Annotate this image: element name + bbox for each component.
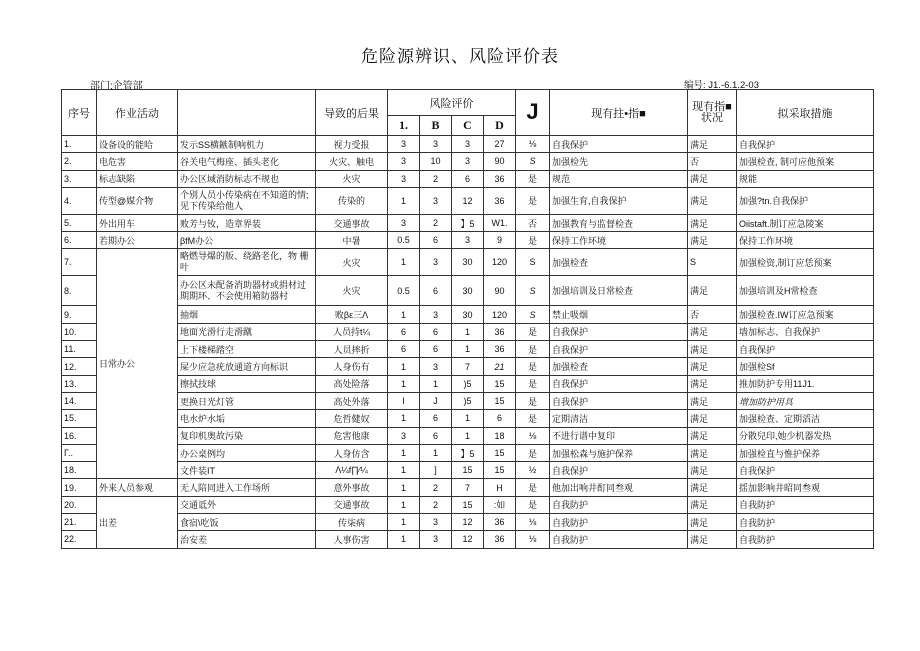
cell-measures: Oiistaft.制订应急陵案 xyxy=(737,214,874,231)
cell-activity: 外来人员参观 xyxy=(97,479,178,496)
cell-controls: 自我保护 xyxy=(550,375,688,392)
cell-measures: 推加防护专用11J1. xyxy=(737,375,874,392)
cell-controls: 加强培训及日常检查 xyxy=(550,276,688,306)
header-seq: 序号 xyxy=(62,90,97,136)
cell-measures: 加强检查.IW订应急预案 xyxy=(737,306,874,323)
table-row xyxy=(62,306,874,323)
header-C: C xyxy=(452,116,484,136)
cell-seq: 11. xyxy=(62,341,97,358)
cell-L: 3 xyxy=(388,214,420,231)
cell-hazard: 谷关电气梅座、插头老化 xyxy=(178,153,316,170)
cell-measures: 规能 xyxy=(737,170,874,187)
cell-measures: 加强培训及H常检查 xyxy=(737,276,874,306)
cell-consequence: 危哲健奴 xyxy=(316,410,388,427)
table-row xyxy=(62,214,874,231)
cell-status: 否 xyxy=(688,153,737,170)
cell-E: 3 xyxy=(420,514,452,531)
cell-D: 15 xyxy=(484,444,516,461)
cell-hazard: 屎少应急疣放通道方向标识 xyxy=(178,358,316,375)
cell-level: S xyxy=(516,249,550,276)
cell-D: 120 xyxy=(484,249,516,276)
cell-status: S xyxy=(688,249,737,276)
cell-seq: 3. xyxy=(62,170,97,187)
cell-controls: 自我保护 xyxy=(550,323,688,340)
cell-status: 否 xyxy=(688,306,737,323)
cell-level: 是 xyxy=(516,341,550,358)
cell-E: 6 xyxy=(420,276,452,306)
cell-controls: 保持工作环境 xyxy=(550,232,688,249)
cell-status: 满足 xyxy=(688,410,737,427)
cell-L: 1 xyxy=(388,306,420,323)
cell-E: ] xyxy=(420,462,452,479)
cell-C: 12 xyxy=(452,187,484,214)
cell-status: 满足 xyxy=(688,496,737,513)
cell-consequence: 交通事故 xyxy=(316,214,388,231)
header-L: 1. xyxy=(388,116,420,136)
table-row xyxy=(62,341,874,358)
table-row xyxy=(62,232,874,249)
cell-D: 120 xyxy=(484,306,516,323)
cell-seq: 16. xyxy=(62,427,97,444)
cell-L: 1 xyxy=(388,462,420,479)
cell-L: 6 xyxy=(388,341,420,358)
table-row xyxy=(62,276,874,306)
cell-seq: 22. xyxy=(62,531,97,548)
table-row xyxy=(62,358,874,375)
cell-level: S xyxy=(516,276,550,306)
table-row xyxy=(62,136,874,153)
cell-C: 1 xyxy=(452,341,484,358)
cell-controls: 加强检先 xyxy=(550,153,688,170)
cell-E: 1 xyxy=(420,444,452,461)
cell-level: 是 xyxy=(516,375,550,392)
cell-seq: 20. xyxy=(62,496,97,513)
cell-D: 90 xyxy=(484,276,516,306)
header-control-status: 现有指■状况 xyxy=(688,90,737,136)
cell-L: 1 xyxy=(388,514,420,531)
cell-level: S xyxy=(516,306,550,323)
cell-hazard: 抽烟 xyxy=(178,306,316,323)
cell-measures: 加强检查、定期滔洁 xyxy=(737,410,874,427)
cell-level: 是 xyxy=(516,410,550,427)
header-consequence: 导致的后果 xyxy=(316,90,388,136)
cell-controls: 自我保护 xyxy=(550,392,688,409)
cell-hazard: 交通诋外 xyxy=(178,496,316,513)
cell-hazard: 擦拭技球 xyxy=(178,375,316,392)
cell-C: 12 xyxy=(452,514,484,531)
cell-D: H xyxy=(484,479,516,496)
table-row xyxy=(62,249,874,276)
cell-seq: 5. xyxy=(62,214,97,231)
cell-activity: 传型@媒介物 xyxy=(97,187,178,214)
cell-consequence: 人事伤害 xyxy=(316,531,388,548)
cell-status: 满足 xyxy=(688,232,737,249)
cell-consequence: 人员摔折 xyxy=(316,341,388,358)
cell-hazard: 地面光滑行走滑蹴 xyxy=(178,323,316,340)
cell-level: S xyxy=(516,153,550,170)
table-row xyxy=(62,392,874,409)
cell-level: 是 xyxy=(516,479,550,496)
cell-C: 3 xyxy=(452,232,484,249)
cell-level: 否 xyxy=(516,214,550,231)
cell-measures: 增加防护用具 xyxy=(737,392,874,409)
cell-hazard: 败芳与钕，造章界装 xyxy=(178,214,316,231)
table-row xyxy=(62,323,874,340)
header-activity: 作业活动 xyxy=(97,90,178,136)
cell-hazard: βfM办公 xyxy=(178,232,316,249)
cell-level: ⅛ xyxy=(516,136,550,153)
cell-seq: 6. xyxy=(62,232,97,249)
cell-C: 30 xyxy=(452,276,484,306)
cell-activity-business-trip: 出差 xyxy=(97,496,178,548)
cell-seq: 19. xyxy=(62,479,97,496)
cell-L: 0.5 xyxy=(388,232,420,249)
cell-hazard: 办公桌例均 xyxy=(178,444,316,461)
cell-consequence: 意外事故 xyxy=(316,479,388,496)
table-row xyxy=(62,153,874,170)
cell-consequence: 火灾 xyxy=(316,170,388,187)
table-row xyxy=(62,427,874,444)
cell-controls: 规范 xyxy=(550,170,688,187)
cell-L: 1 xyxy=(388,358,420,375)
cell-level: 是 xyxy=(516,187,550,214)
cell-consequence: 火灾、触电 xyxy=(316,153,388,170)
cell-status: 满足 xyxy=(688,136,737,153)
cell-E: 3 xyxy=(420,187,452,214)
header-risk-mark: J xyxy=(516,90,550,136)
cell-measures: 分散兒印,她少机器发热 xyxy=(737,427,874,444)
cell-D: :如 xyxy=(484,496,516,513)
cell-D: 9 xyxy=(484,232,516,249)
cell-seq: Γ.. xyxy=(62,444,97,461)
cell-C: 3 xyxy=(452,136,484,153)
cell-status: 满足 xyxy=(688,479,737,496)
cell-activity: 设备设的能哈 xyxy=(97,136,178,153)
cell-controls: 自我保护 xyxy=(550,462,688,479)
cell-controls: 禁止吸烟 xyxy=(550,306,688,323)
cell-seq: 18. xyxy=(62,462,97,479)
cell-consequence: 人身伤有 xyxy=(316,358,388,375)
cell-C: )5 xyxy=(452,392,484,409)
cell-measures: 加强检直与惟护保养 xyxy=(737,444,874,461)
department-label: 部门:企管部 xyxy=(90,81,143,92)
cell-consequence: 高处外落 xyxy=(316,392,388,409)
cell-status: 满足 xyxy=(688,358,737,375)
cell-C: 30 xyxy=(452,249,484,276)
cell-measures: 自我保护 xyxy=(737,136,874,153)
cell-D: 36 xyxy=(484,170,516,187)
cell-status: 满足 xyxy=(688,427,737,444)
cell-measures: 加强检查, 制可应他预案 xyxy=(737,153,874,170)
cell-D: 36 xyxy=(484,531,516,548)
cell-status: 满足 xyxy=(688,392,737,409)
cell-consequence: 中暑 xyxy=(316,232,388,249)
cell-activity: 外出用车 xyxy=(97,214,178,231)
cell-status: 满足 xyxy=(688,276,737,306)
cell-seq: 15. xyxy=(62,410,97,427)
cell-measures: 墙加标志、自我保护 xyxy=(737,323,874,340)
cell-seq: 13. xyxy=(62,375,97,392)
cell-E: 6 xyxy=(420,341,452,358)
cell-activity: 标志缺陷 xyxy=(97,170,178,187)
cell-controls: 他加出响井酊同叁观 xyxy=(550,479,688,496)
cell-L: 1 xyxy=(388,410,420,427)
cell-level: 是 xyxy=(516,232,550,249)
header-D: D xyxy=(484,116,516,136)
cell-C: )5 xyxy=(452,375,484,392)
page-title: 危险源辨识、风险评价表 xyxy=(361,47,559,66)
cell-consequence: 火灾 xyxy=(316,276,388,306)
cell-C: 15 xyxy=(452,462,484,479)
cell-E: J xyxy=(420,392,452,409)
table-row xyxy=(62,531,874,548)
cell-hazard: 办公区域消防标志不规也 xyxy=(178,170,316,187)
cell-L: 1 xyxy=(388,496,420,513)
cell-C: 15 xyxy=(452,496,484,513)
table-row xyxy=(62,479,874,496)
cell-D: 15 xyxy=(484,462,516,479)
table-row xyxy=(62,375,874,392)
cell-C: 1 xyxy=(452,323,484,340)
cell-measures: 加强?tn.自我保护 xyxy=(737,187,874,214)
cell-L: 3 xyxy=(388,136,420,153)
cell-seq: 9. xyxy=(62,306,97,323)
header-risk-eval: 风险评价 xyxy=(388,90,516,116)
cell-consequence: 传染的 xyxy=(316,187,388,214)
table-row xyxy=(62,496,874,513)
cell-controls: 加强生育,自我保护 xyxy=(550,187,688,214)
cell-C: 】5 xyxy=(452,214,484,231)
cell-status: 满足 xyxy=(688,214,737,231)
cell-controls: 自我保护 xyxy=(550,341,688,358)
cell-hazard: 个别人员小传染病在不知道的情; 见下传染给他人 xyxy=(178,187,316,214)
cell-E: 2 xyxy=(420,214,452,231)
cell-E: 6 xyxy=(420,410,452,427)
cell-level: 是 xyxy=(516,444,550,461)
cell-level: ⅛ xyxy=(516,427,550,444)
cell-consequence: 传柒病 xyxy=(316,514,388,531)
cell-L: 0.5 xyxy=(388,276,420,306)
cell-level: ⅛ xyxy=(516,531,550,548)
cell-hazard: 办公区未配备消助器材或捐材过期期环、不会使用箱防器村 xyxy=(178,276,316,306)
cell-measures: 自我保护 xyxy=(737,341,874,358)
cell-consequence: 败βε三Λ xyxy=(316,306,388,323)
cell-C: 6 xyxy=(452,170,484,187)
header-measures: 拟采取措施 xyxy=(737,90,874,136)
cell-E: 6 xyxy=(420,427,452,444)
cell-L: 3 xyxy=(388,153,420,170)
cell-seq: 10. xyxy=(62,323,97,340)
cell-L: 1 xyxy=(388,375,420,392)
cell-consequence: 高处险落 xyxy=(316,375,388,392)
document-number: 编号: J1.-6.1.2-03 xyxy=(684,80,759,91)
cell-hazard: 食宿\吃饭 xyxy=(178,514,316,531)
cell-C: 12 xyxy=(452,531,484,548)
cell-E: 3 xyxy=(420,249,452,276)
cell-controls: 加强松森与施护保养 xyxy=(550,444,688,461)
cell-L: 1 xyxy=(388,531,420,548)
cell-measures: 加强检Sf xyxy=(737,358,874,375)
cell-measures: 自我防护 xyxy=(737,496,874,513)
cell-E: 2 xyxy=(420,496,452,513)
cell-hazard: 上下楼梯踏空 xyxy=(178,341,316,358)
cell-hazard: 治安差 xyxy=(178,531,316,548)
table-row xyxy=(62,514,874,531)
cell-seq: 12. xyxy=(62,358,97,375)
cell-status: 满足 xyxy=(688,531,737,548)
cell-status: 满足 xyxy=(688,375,737,392)
cell-controls: 加强教育与监督检查 xyxy=(550,214,688,231)
cell-L: 3 xyxy=(388,427,420,444)
cell-controls: 自我防护 xyxy=(550,514,688,531)
cell-E: 10 xyxy=(420,153,452,170)
cell-consequence: Λ¼f∏∕¼ xyxy=(316,462,388,479)
cell-hazard: 略燃导爆的版、绕路老化，物 栅叶 xyxy=(178,249,316,276)
cell-measures: 自我保护 xyxy=(737,462,874,479)
cell-D: 15 xyxy=(484,392,516,409)
cell-consequence: 人员持t¼ xyxy=(316,323,388,340)
cell-level: ⅛ xyxy=(516,514,550,531)
cell-D: 27 xyxy=(484,136,516,153)
cell-L: 1 xyxy=(388,479,420,496)
cell-controls: 不进行谱中复印 xyxy=(550,427,688,444)
cell-status: 满足 xyxy=(688,462,737,479)
cell-measures: 揺加影响井昭同叁观 xyxy=(737,479,874,496)
cell-level: 是 xyxy=(516,496,550,513)
risk-assessment-table xyxy=(61,89,874,549)
cell-controls: 加强检查 xyxy=(550,358,688,375)
cell-measures: 自我防护 xyxy=(737,514,874,531)
cell-L: 1 xyxy=(388,444,420,461)
cell-activity: 电危害 xyxy=(97,153,178,170)
cell-hazard: 发示SS横鏃制响机力 xyxy=(178,136,316,153)
cell-measures: 保持工作环境 xyxy=(737,232,874,249)
cell-hazard: 文件装IT xyxy=(178,462,316,479)
cell-status: 满足 xyxy=(688,514,737,531)
table-row xyxy=(62,170,874,187)
cell-C: 7 xyxy=(452,479,484,496)
cell-C: 1 xyxy=(452,410,484,427)
table-row xyxy=(62,410,874,427)
table-row xyxy=(62,187,874,214)
cell-C: 1 xyxy=(452,427,484,444)
cell-controls: 自我防护 xyxy=(550,496,688,513)
cell-L: 6 xyxy=(388,323,420,340)
cell-D: 18 xyxy=(484,427,516,444)
cell-status: 满足 xyxy=(688,187,737,214)
cell-D: 36 xyxy=(484,187,516,214)
cell-seq: 21. xyxy=(62,514,97,531)
cell-E: 1 xyxy=(420,375,452,392)
cell-D: 21 xyxy=(484,358,516,375)
cell-controls: 加强检查 xyxy=(550,249,688,276)
cell-L: 3 xyxy=(388,170,420,187)
cell-seq: 4. xyxy=(62,187,97,214)
cell-L: 1 xyxy=(388,249,420,276)
cell-level: 是 xyxy=(516,170,550,187)
cell-hazard: 复印机奥故污染 xyxy=(178,427,316,444)
cell-consequence: 危害他康 xyxy=(316,427,388,444)
cell-hazard: 无人陪同进入工作场所 xyxy=(178,479,316,496)
cell-C: 3 xyxy=(452,153,484,170)
header-E: B xyxy=(420,116,452,136)
cell-E: 3 xyxy=(420,306,452,323)
cell-E: 6 xyxy=(420,323,452,340)
cell-consequence: 人身仿含 xyxy=(316,444,388,461)
cell-status: 满足 xyxy=(688,341,737,358)
cell-seq: 8. xyxy=(62,276,97,306)
cell-D: 36 xyxy=(484,341,516,358)
cell-E: 3 xyxy=(420,136,452,153)
header-hazard xyxy=(178,90,316,136)
cell-controls: 定期清洁 xyxy=(550,410,688,427)
cell-C: 】5 xyxy=(452,444,484,461)
cell-seq: 14. xyxy=(62,392,97,409)
cell-C: 30 xyxy=(452,306,484,323)
cell-hazard: 更换日光灯管 xyxy=(178,392,316,409)
cell-seq: 2. xyxy=(62,153,97,170)
cell-D: 6 xyxy=(484,410,516,427)
table-row xyxy=(62,462,874,479)
cell-consequence: 火灾 xyxy=(316,249,388,276)
cell-D: 36 xyxy=(484,514,516,531)
cell-L: 1 xyxy=(388,187,420,214)
cell-level: 是 xyxy=(516,323,550,340)
cell-consequence: 交通事故 xyxy=(316,496,388,513)
cell-measures: 自我防护 xyxy=(737,531,874,548)
cell-controls: 自我保护 xyxy=(550,136,688,153)
cell-measures: 加强检资,制订应恁预案 xyxy=(737,249,874,276)
cell-D: 36 xyxy=(484,323,516,340)
header-controls: 现有拄•指■ xyxy=(550,90,688,136)
cell-C: 7 xyxy=(452,358,484,375)
cell-status: 满足 xyxy=(688,170,737,187)
cell-seq: 7. xyxy=(62,249,97,276)
cell-D: 90 xyxy=(484,153,516,170)
cell-consequence: 视力受报 xyxy=(316,136,388,153)
cell-D: W1. xyxy=(484,214,516,231)
cell-E: 2 xyxy=(420,479,452,496)
cell-seq: 1. xyxy=(62,136,97,153)
table-row xyxy=(62,444,874,461)
cell-E: 3 xyxy=(420,531,452,548)
cell-activity-daily-office: 日常办公 xyxy=(97,249,178,479)
cell-level: 是 xyxy=(516,358,550,375)
cell-level: ½ xyxy=(516,462,550,479)
cell-E: 6 xyxy=(420,232,452,249)
cell-E: 2 xyxy=(420,170,452,187)
cell-hazard: 电水炉水垢 xyxy=(178,410,316,427)
cell-E: 3 xyxy=(420,358,452,375)
cell-controls: 自我防护 xyxy=(550,531,688,548)
cell-status: 满足 xyxy=(688,323,737,340)
cell-status: 满足 xyxy=(688,444,737,461)
cell-level: 是 xyxy=(516,392,550,409)
cell-D: 15 xyxy=(484,375,516,392)
cell-L: I xyxy=(388,392,420,409)
cell-activity: 若期办公 xyxy=(97,232,178,249)
